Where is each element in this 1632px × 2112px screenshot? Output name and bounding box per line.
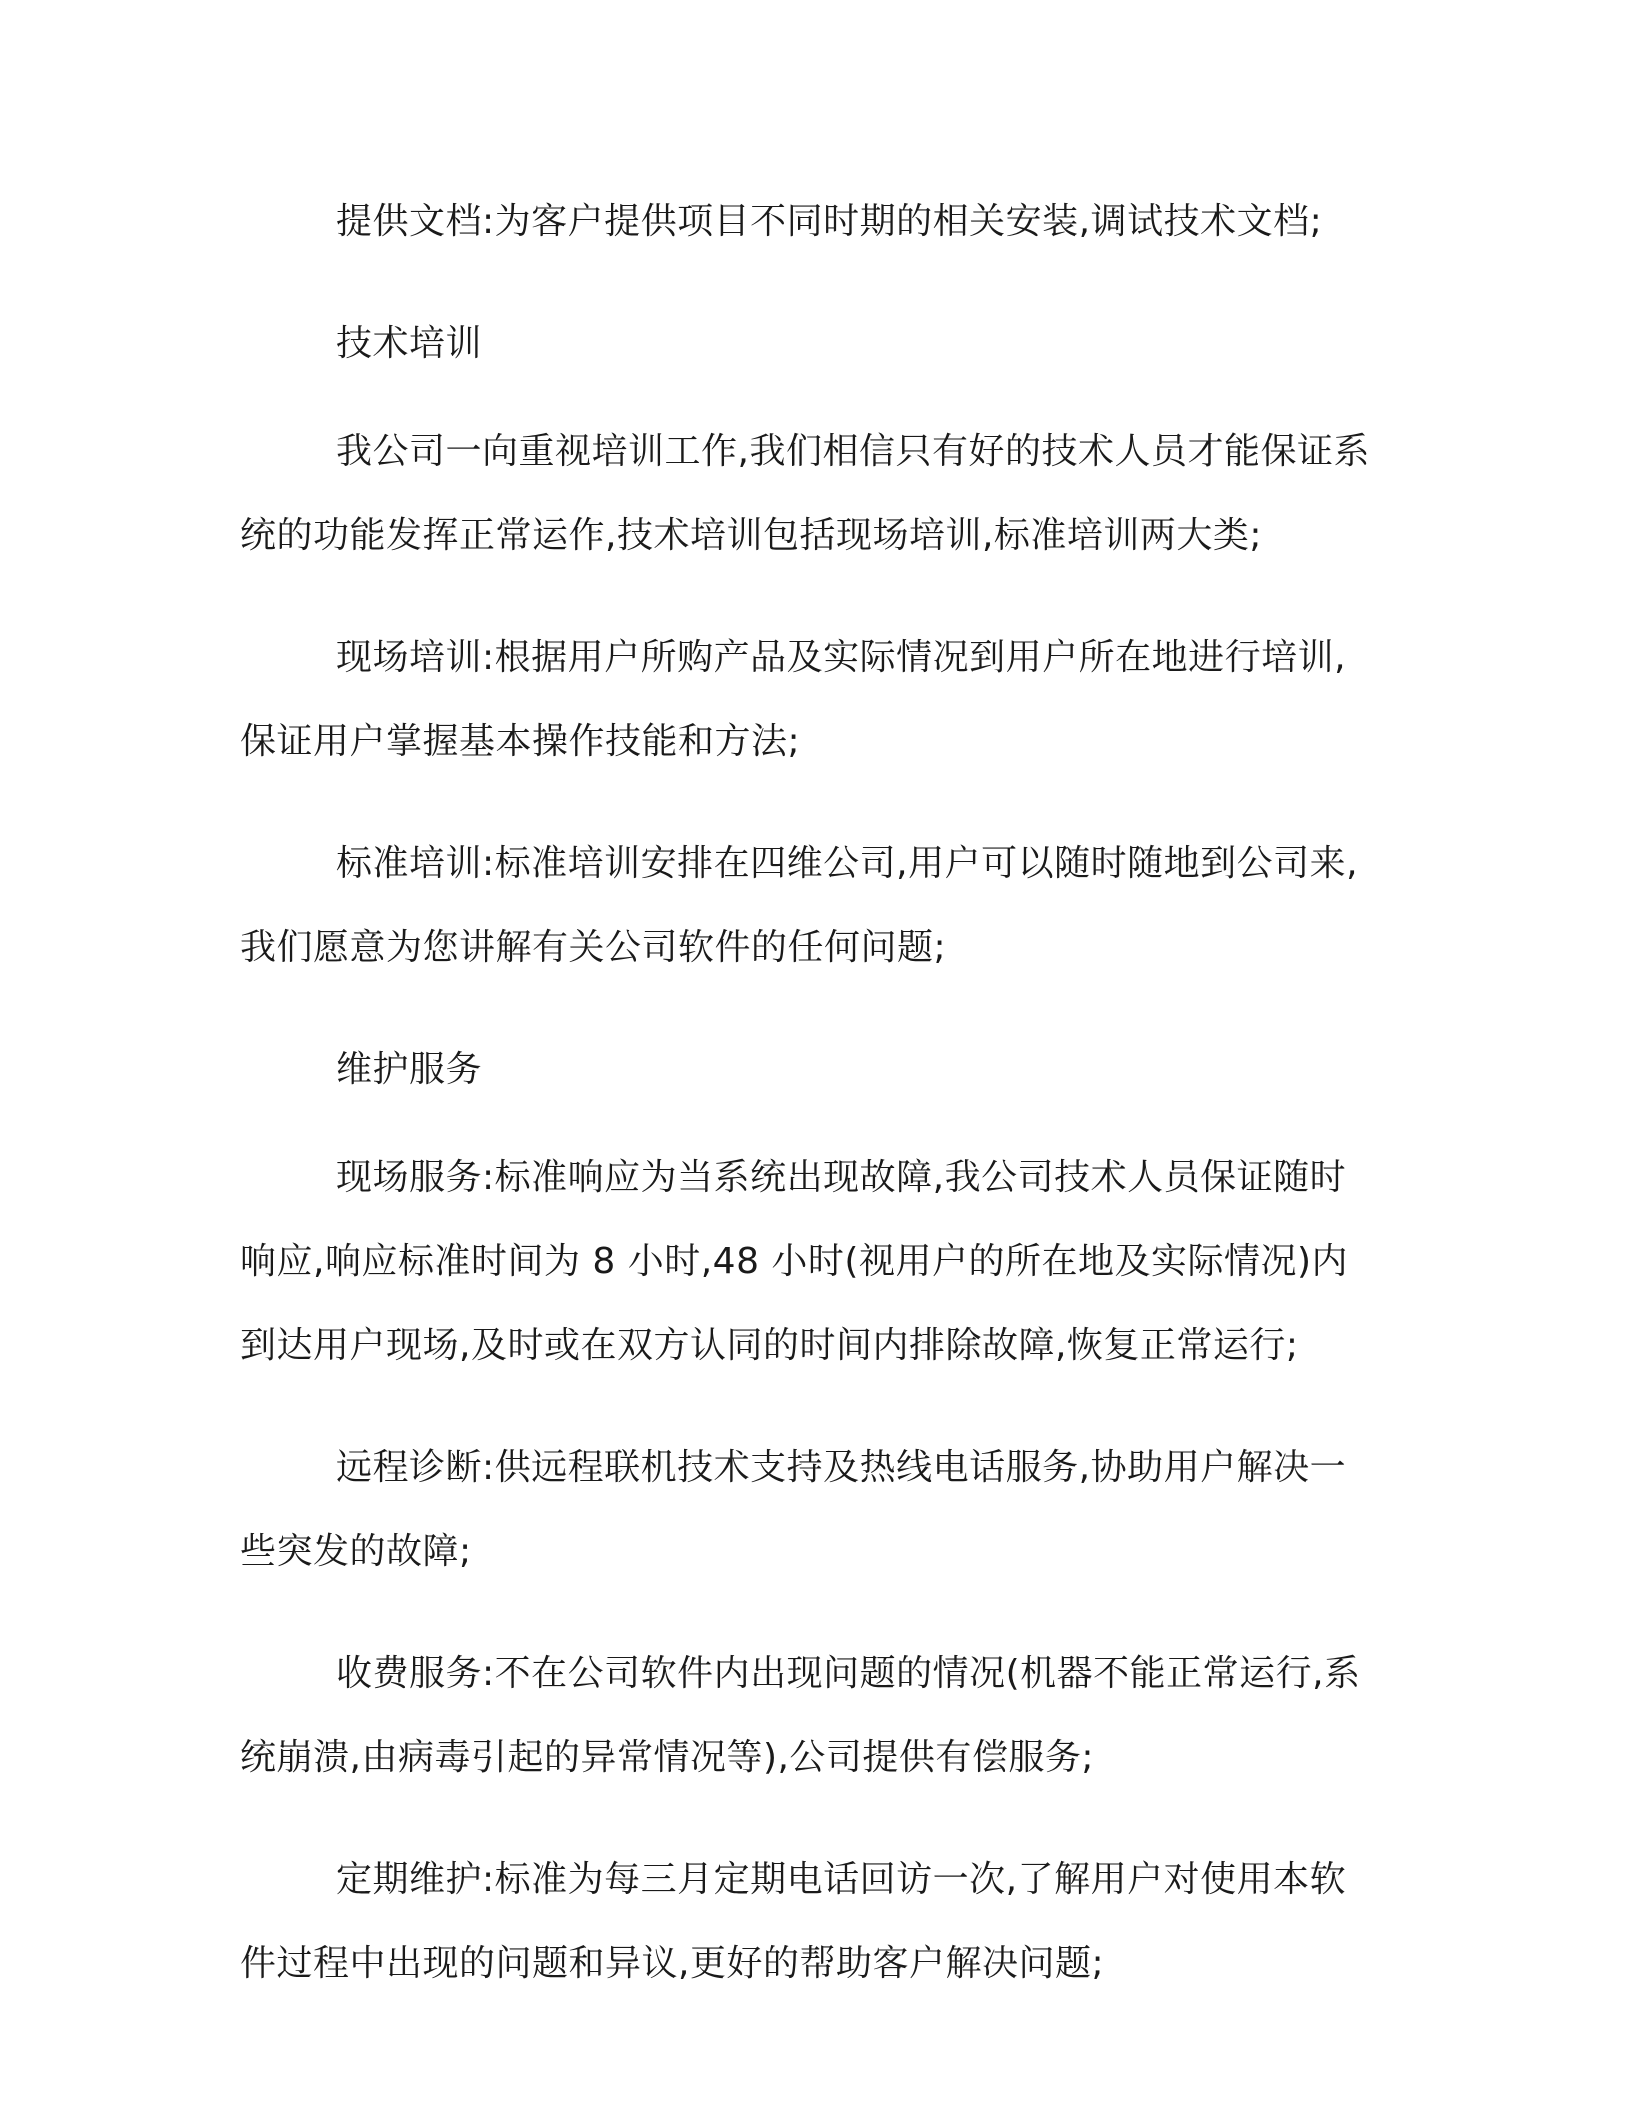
paragraph-training-intro: 我公司一向重视培训工作,我们相信只有好的技术人员才能保证系统的功能发挥正常运作,技术培训包括现场培训,标准培训两大类; bbox=[240, 431, 1370, 556]
paragraph-onsite-training: 现场培训:根据用户所购产品及实际情况到用户所在地进行培训,保证用户掌握基本操作技能和方法; bbox=[240, 637, 1347, 762]
paragraph-paid-service: 收费服务:不在公司软件内出现问题的情况(机器不能正常运行,系统崩溃,由病毒引起的异常情况等),公司提供有偿服务; bbox=[240, 1653, 1361, 1778]
paragraph-regular-maintenance: 定期维护:标准为每三月定期电话回访一次,了解用户对使用本软件过程中出现的问题和异议,更好的帮助客户解决问题; bbox=[240, 1859, 1347, 1984]
document-page bbox=[240, 180, 1380, 2044]
heading-tech-training: 技术培训 bbox=[336, 323, 483, 364]
paragraph-standard-training: 标准培训:标准培训安排在四维公司,用户可以随时随地到公司来,我们愿意为您讲解有关公司软件的任何问题; bbox=[240, 843, 1359, 968]
heading-maintenance-service: 维护服务 bbox=[336, 1049, 483, 1090]
paragraph-remote-diagnosis: 远程诊断:供远程联机技术支持及热线电话服务,协助用户解决一些突发的故障; bbox=[240, 1447, 1347, 1572]
paragraph-onsite-service: 现场服务:标准响应为当系统出现故障,我公司技术人员保证随时响应,响应标准时间为 8 小时,48 小时(视用户的所在地及实际情况)内到达用户现场,及时或在双方认同的时间内排除故障,恢复正常运行; bbox=[240, 1157, 1349, 1366]
paragraph-provide-docs: 提供文档:为客户提供项目不同时期的相关安装,调试技术文档; bbox=[336, 201, 1323, 242]
